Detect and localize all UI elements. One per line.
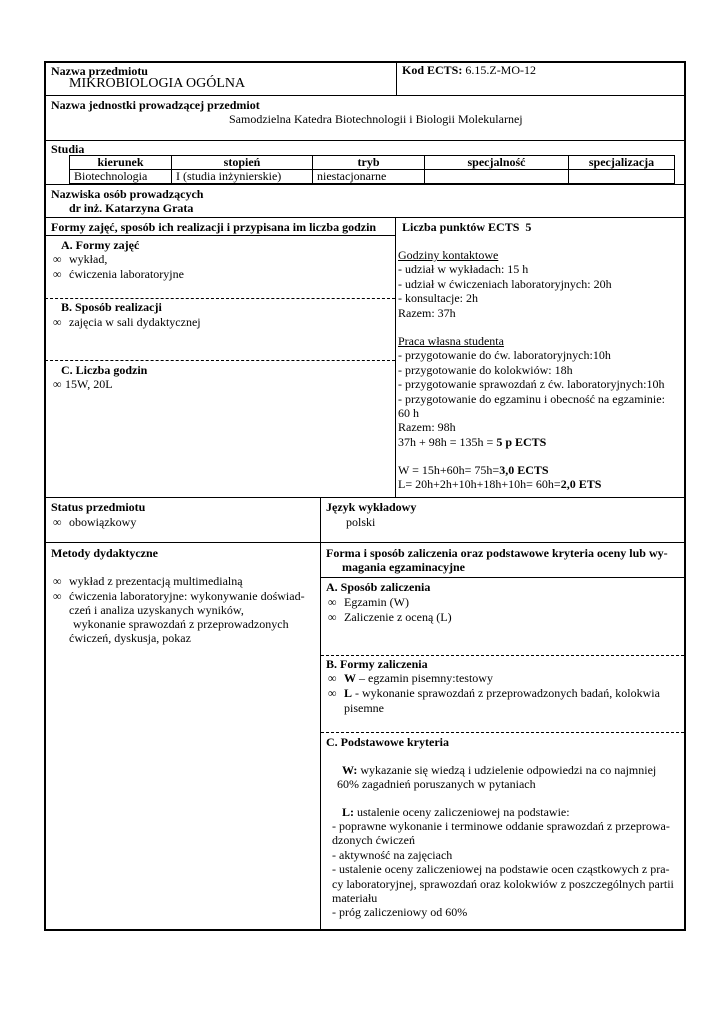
metody-item-cont: ćwiczeń, dyskusja, pokaz: [69, 631, 191, 645]
dashed-divider: [45, 360, 395, 361]
kod-value: 6.15.Z-MO-12: [465, 63, 537, 77]
forma-a-item: ∞ Zaliczenie z oceną (L): [328, 610, 452, 624]
studia-header-specjalnosc: specjalność: [425, 156, 569, 170]
formy-c-item: ∞ 15W, 20L: [53, 377, 113, 391]
metody-label: Metody dydaktyczne: [51, 546, 158, 560]
forma-a-item: ∞ Egzamin (W): [328, 595, 409, 609]
ects-heading: Liczba punktów ECTS 5: [402, 220, 532, 234]
studia-header-stopien: stopień: [172, 156, 313, 170]
studia-stopien: I (studia inżynierskie): [172, 170, 313, 184]
formy-a-item: ∞ wykład,: [53, 252, 108, 266]
row-divider: [45, 217, 685, 218]
row-divider: [45, 497, 685, 498]
status-value: ∞ obowiązkowy: [53, 515, 137, 529]
studia-specjalnosc: [425, 170, 569, 184]
formy-a-item: ∞ ćwiczenia laboratoryjne: [53, 267, 184, 281]
course-title: MIKROBIOLOGIA OGÓLNA: [69, 76, 246, 91]
kryteria-l: L: ustalenie oceny zaliczeniowej na podstawie:: [342, 805, 570, 819]
praca-title: Praca własna studenta: [398, 333, 504, 348]
kod-ects: [402, 63, 536, 77]
bullet-icon: ∞: [53, 267, 62, 281]
row-divider: [45, 542, 685, 543]
formy-c-title: C. Liczba godzin: [61, 363, 148, 377]
status-label: Status przedmiotu: [51, 500, 146, 514]
bullet-icon: ∞: [328, 610, 337, 624]
metody-item-cont: czeń i analiza uzyskanych wyników,: [69, 603, 244, 617]
forma-a-title: A. Sposób zaliczenia: [326, 580, 431, 594]
dashed-divider: [321, 732, 684, 733]
row-divider: [45, 184, 685, 185]
jednostka-value: Samodzielna Katedra Biotechnologii i Biologii Molekularnej: [229, 112, 523, 126]
forma-b-item: ∞ L - wykonanie sprawozdań z przeprowadzonych badań, kolokwia: [328, 686, 660, 700]
kod-label: Kod ECTS:: [402, 63, 463, 77]
bullet-icon: ∞: [328, 686, 337, 700]
kryteria-w: W: wykazanie się wiedzą i udzielenie odpowiedzi na co najmniej: [342, 763, 657, 777]
forma-b-item: ∞ W – egzamin pisemny:testowy: [328, 671, 493, 685]
prowadzacy-value: dr inż. Katarzyna Grata: [69, 201, 194, 215]
dashed-divider: [321, 655, 684, 656]
jezyk-value: polski: [346, 515, 376, 529]
jednostka-label: Nazwa jednostki prowadzącej przedmiot: [51, 98, 260, 112]
col-divider: [395, 217, 396, 497]
forma-c-title: C. Podstawowe kryteria: [326, 735, 449, 749]
forma-b-title: B. Formy zaliczenia: [326, 657, 428, 671]
forma-b-item-cont: pisemne: [344, 701, 384, 715]
formy-a-title: A. Formy zajęć: [61, 238, 140, 252]
jezyk-label: Język wykładowy: [326, 500, 417, 514]
col-divider: [396, 62, 397, 95]
kryteria-l-list: - poprawne wykonanie i terminowe oddanie sprawozdań z przeprowa- dzonych ćwiczeń - aktywność na zajęciach - ustalenie oceny zaliczeniowej na podstawie ocen cząstkowych z pra- cy laboratoryjnej, sprawozdań oraz kolokwiów z poszczególnych partii materiału - próg zaliczeniowy od 60%: [332, 819, 674, 920]
frame-bottom: [44, 929, 686, 931]
formy-heading-divider: [45, 235, 395, 236]
studia-header-kierunek: kierunek: [70, 156, 172, 170]
studia-specjalizacja: [569, 170, 675, 184]
bullet-icon: ∞: [53, 589, 62, 603]
bullet-icon: ∞: [53, 377, 62, 391]
studia-tryb: niestacjonarne: [313, 170, 425, 184]
ects-sum: 37h + 98h = 135h = 5 p ECTS: [398, 434, 547, 449]
forma-heading-divider: [321, 577, 684, 578]
formy-b-item: ∞ zajęcia w sali dydaktycznej: [53, 315, 201, 329]
formy-heading: Formy zajęć, sposób ich realizacji i przypisana im liczba godzin: [51, 220, 377, 234]
metody-item-cont: wykonanie sprawozdań z przeprowadzonych: [73, 617, 289, 631]
studia-header-tryb: tryb: [313, 156, 425, 170]
forma-heading: Forma i sposób zaliczenia oraz podstawowe kryteria oceny lub wy- magania egzaminacyjne: [326, 546, 668, 575]
formy-b-title: B. Sposób realizacji: [61, 300, 162, 314]
bullet-icon: ∞: [328, 595, 337, 609]
nazwa-label: Nazwa przedmiotu: [51, 64, 148, 78]
ects-w: W = 15h+60h= 75h=3,0 ECTS: [398, 463, 549, 478]
frame-top: [44, 61, 686, 63]
row-divider: [45, 140, 685, 141]
bullet-icon: ∞: [53, 574, 62, 588]
frame-right: [684, 61, 686, 931]
kontakt-title: Godziny kontaktowe: [398, 248, 499, 262]
row-divider: [45, 95, 685, 96]
metody-item: ∞ ćwiczenia laboratoryjne: wykonywanie doświad-: [53, 589, 305, 603]
metody-item: ∞ wykład z prezentacją multimedialną: [53, 574, 243, 588]
kryteria-w-cont: 60% zagadnień poruszanych w pytaniach: [337, 777, 536, 791]
bullet-icon: ∞: [53, 515, 62, 529]
dashed-divider: [45, 298, 395, 299]
frame-left: [44, 61, 46, 931]
bullet-icon: ∞: [53, 252, 62, 266]
ects-l: L= 20h+2h+10h+18h+10h= 60h=2,0 ETS: [398, 477, 602, 492]
bullet-icon: ∞: [53, 315, 62, 329]
prowadzacy-label: Nazwiska osób prowadzących: [51, 187, 204, 201]
studia-label: Studia: [51, 142, 85, 156]
col-divider: [320, 497, 321, 929]
studia-kierunek: Biotechnologia: [70, 170, 172, 184]
studia-header-specjalizacja: specjalizacja: [569, 156, 675, 170]
ects-points: 5: [525, 220, 532, 234]
bullet-icon: ∞: [328, 671, 337, 685]
ects-details: Godziny kontaktowe - udział w wykładach: 15 h - udział w ćwiczeniach laboratoryjnych: 20h - konsultacje: 2h Razem: 37h Praca własna studenta - przygotowanie do ćw. laboratoryjnych:10h - przygotowanie do kolokwiów: 18h - przygotowanie sprawozdań z ćw. laboratoryjnych:10h - przygotowanie do egzaminu i obecność na egzaminie: 60 h Razem: 98h 37h + 98h = 135h = 5 p ECTS W = 15h+60h= 75h=3,0 ECTS L= 20h+2h+10h+18h+10h= 60h=2,0 ETS: [398, 248, 665, 492]
studia-table: [69, 155, 675, 184]
